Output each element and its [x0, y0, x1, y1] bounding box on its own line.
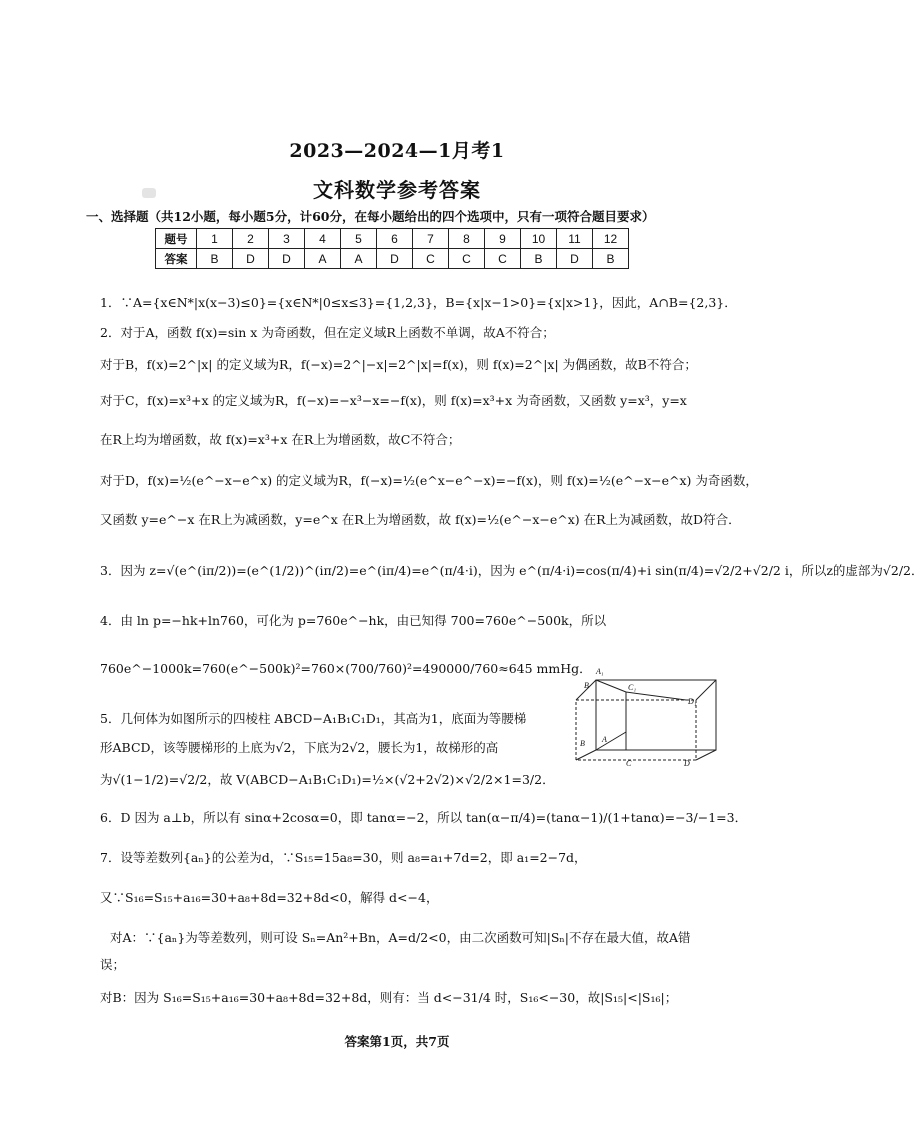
table-cell: B [521, 249, 557, 269]
answer-line-18: 误； [100, 957, 126, 972]
table-cell: D [269, 249, 305, 269]
table-cell: 2 [233, 229, 269, 249]
page-title: 2023—2024—1月考1 [289, 140, 505, 162]
label-D: D [684, 759, 690, 768]
table-cell: 6 [377, 229, 413, 249]
page-subtitle: 文科数学参考答案 [313, 178, 481, 202]
answer-line-14: 6．D 因为 a⊥b，所以有 sinα+2cosα=0，即 tanα=−2，所以 tan(α−π/4)=(tanα−1)/(1+tanα)=−3/−1=3． [100, 810, 748, 825]
table-cell: B [197, 249, 233, 269]
table-row-numbers [156, 229, 629, 249]
row-label-number: 题号 [156, 229, 197, 249]
table-cell: 3 [269, 229, 305, 249]
table-cell: A [341, 249, 377, 269]
table-cell: 5 [341, 229, 377, 249]
label-C1: C₁ [628, 683, 637, 692]
answer-line-16: 又∵S₁₆=S₁₅+a₁₆=30+a₈+8d=32+8d<0，解得 d<−4， [100, 890, 439, 905]
label-A: A [602, 735, 607, 744]
table-cell: B [593, 249, 629, 269]
answer-line-17: 对A：∵{aₙ}为等差数列，则可设 Sₙ=An²+Bn，A=d/2<0，由二次函数可知|Sₙ|不存在最大值，故A错 [110, 930, 691, 945]
answer-line-4: 对于C，f(x)=x³+x 的定义域为R，f(−x)=−x³−x=−f(x)，则 f(x)=x³+x 为奇函数，又函数 y=x³，y=x [100, 393, 687, 408]
section-heading: 一、选择题（共12小题，每小题5分，计60分，在每小题给出的四个选项中，只有一项符合题目要求） [86, 209, 655, 224]
table-cell: C [485, 249, 521, 269]
answer-line-19: 对B：因为 S₁₆=S₁₅+a₁₆=30+a₈+8d=32+8d，则有：当 d<−31/4 时，S₁₆<−30，故|S₁₅|<|S₁₆|； [100, 990, 678, 1005]
page-footer: 答案第1页，共7页 [344, 1034, 450, 1049]
answer-line-3: 对于B，f(x)=2^|x| 的定义域为R，f(−x)=2^|−x|=2^|x|=f(x)，则 f(x)=2^|x| 为偶函数，故B不符合； [100, 357, 697, 372]
table-row-answers [156, 249, 629, 269]
table-cell: 9 [485, 229, 521, 249]
answer-line-15: 7．设等差数列{aₙ}的公差为d，∵S₁₅=15a₈=30，则 a₈=a₁+7d=2，即 a₁=2−7d， [100, 850, 587, 865]
table-cell: 1 [197, 229, 233, 249]
prism-figure [566, 662, 726, 772]
label-D1: D₁ [688, 697, 697, 706]
table-cell: 4 [305, 229, 341, 249]
answer-line-2: 2．对于A，函数 f(x)=sin x 为奇函数，但在定义域R上函数不单调，故A不符合； [100, 325, 555, 340]
table-cell: 11 [557, 229, 593, 249]
answer-line-7: 又函数 y=e^−x 在R上为减函数，y=e^x 在R上为增函数，故 f(x)=½(e^−x−e^x) 在R上为减函数，故D符合． [100, 512, 741, 527]
label-C: C [626, 759, 632, 768]
answer-line-10: 760e^−1000k=760(e^−500k)²=760×(700/760)²=490000/760≈645 mmHg． [100, 661, 592, 676]
table-cell: C [449, 249, 485, 269]
answer-line-13: 为√(1−1/2)=√2/2，故 V(ABCD−A₁B₁C₁D₁)=½×(√2+2√2)×√2/2×1=3/2． [100, 772, 555, 787]
answer-line-11: 5．几何体为如图所示的四棱柱 ABCD−A₁B₁C₁D₁，其高为1，底面为等腰梯 [100, 711, 527, 726]
table-cell: D [233, 249, 269, 269]
answer-line-6: 对于D，f(x)=½(e^−x−e^x) 的定义域为R，f(−x)=½(e^x−e^−x)=−f(x)，则 f(x)=½(e^−x−e^x) 为奇函数， [100, 473, 758, 488]
table-cell: 12 [593, 229, 629, 249]
table-cell: A [305, 249, 341, 269]
answer-line-5: 在R上均为增函数，故 f(x)=x³+x 在R上为增函数，故C不符合； [100, 432, 461, 447]
table-cell: C [413, 249, 449, 269]
row-label-answer: 答案 [156, 249, 197, 269]
table-cell: D [557, 249, 593, 269]
label-B: B [580, 739, 585, 748]
answer-line-8: 3．因为 z=√(e^(iπ/2))=(e^(1/2))^(iπ/2)=e^(iπ/4)=e^(π/4·i)，因为 e^(π/4·i)=cos(π/4)+i sin(π/4)=√2/2+√2/2 i，所以z的虚部为√2/2． [100, 563, 924, 578]
answer-line-9: 4．由 ln p=−hk+ln760，可化为 p=760e^−hk，由已知得 700=760e^−500k，所以 [100, 613, 607, 628]
table-cell: 10 [521, 229, 557, 249]
answer-line-1: 1．∵A={x∈N*|x(x−3)≤0}={x∈N*|0≤x≤3}={1,2,3}，B={x|x−1>0}={x|x>1}，因此，A∩B={2,3}． [100, 295, 737, 310]
table-cell: 8 [449, 229, 485, 249]
table-cell: 7 [413, 229, 449, 249]
label-A1: A₁ [596, 667, 604, 676]
table-cell: D [377, 249, 413, 269]
answer-line-12: 形ABCD，该等腰梯形的上底为√2，下底为2√2，腰长为1，故梯形的高 [100, 740, 499, 755]
answer-table [155, 228, 629, 269]
label-B1: B [584, 681, 589, 690]
